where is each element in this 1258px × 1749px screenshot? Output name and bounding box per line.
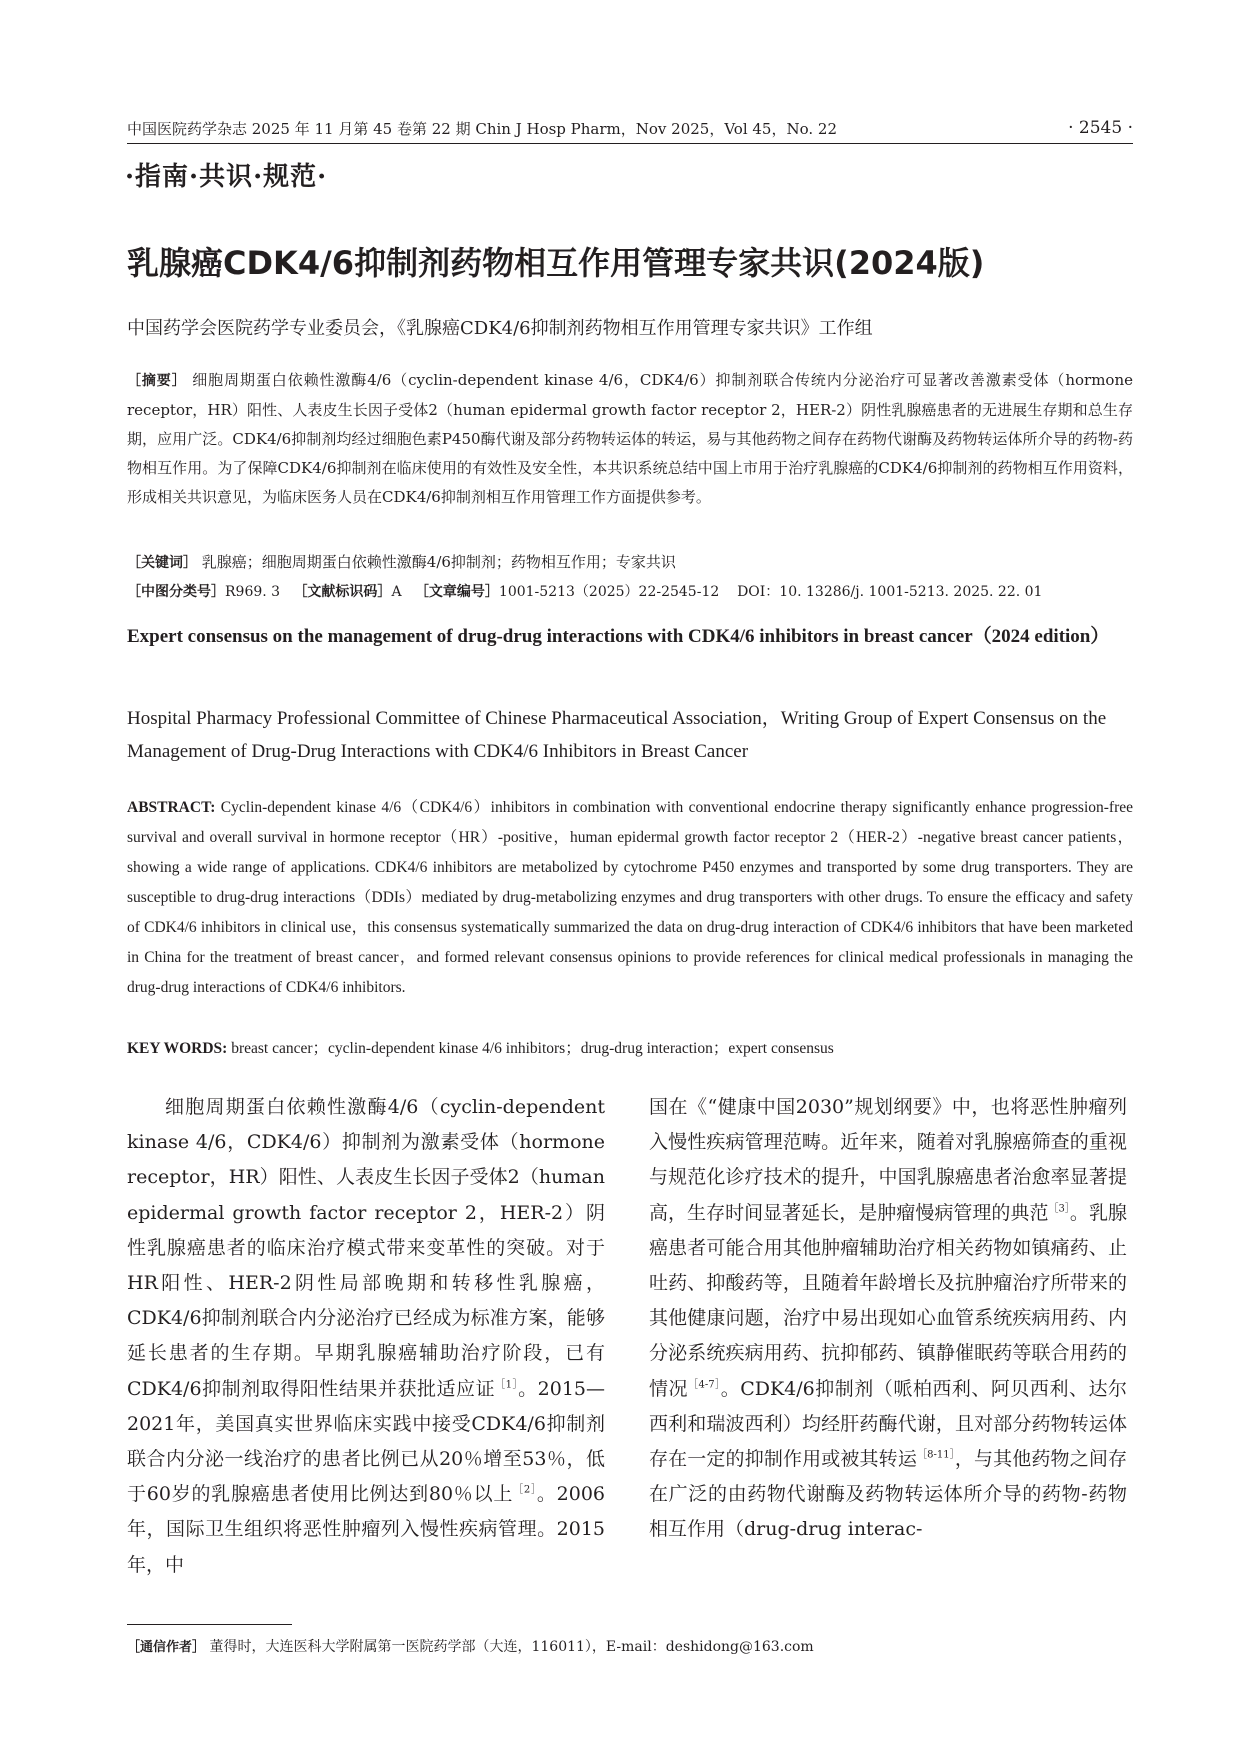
footnote-label: ［通信作者］ <box>127 1640 206 1655</box>
body-text: 。2006年，国际卫生组织将恶性肿瘤列入慢性疾病管理。2015年，中 <box>127 1483 605 1576</box>
doi: DOI：10. 13286/j. 1001-5213. 2025. 22. 01 <box>737 584 1043 600</box>
chinese-abstract <box>127 366 1133 512</box>
body-text: 细胞周期蛋白依赖性激酶4/6（cyclin-dependent kinase 4/6，CDK4/6）抑制剂为激素受体（hormone receptor，HR）阳性、人表皮生长因子受体2（human epidermal growth factor receptor 2，HER-2）阴性乳腺癌患者的临床治疗模式带来变革性的突破。对于HR阳性、HER-2阴性局部晚期和转移性乳腺癌，CDK4/6抑制剂联合内分泌治疗已经成为标准方案，能够延长患者的生存期。早期乳腺癌辅助治疗阶段，已有CDK4/6抑制剂取得阳性结果并获批适应证 <box>127 1096 605 1400</box>
english-title: Expert consensus on the management of drug-drug interactions with CDK4/6 inhibitors in breast cancer（2024 edition） <box>127 626 1110 647</box>
clc-value: R969. 3 <box>225 584 281 600</box>
article-number-value: 1001-5213（2025）22-2545-12 <box>498 584 720 600</box>
citation[interactable]: ［2］ <box>513 1484 537 1496</box>
doc-code-label: ［文献标识码］ <box>293 584 392 600</box>
body-text: 。2015—2021年，美国真实世界临床实践中接受CDK4/6抑制剂联合内分泌一线治疗的患者比例已从20％增至53％，低于60岁的乳腺癌患者使用比例达到80％以上 <box>127 1377 605 1506</box>
classification-line <box>127 578 1133 607</box>
body-paragraph <box>127 1090 605 1583</box>
article-number-label: ［文章编号］ <box>414 584 499 600</box>
page-number: · 2545 · <box>1068 118 1133 138</box>
body-text: 。乳腺癌患者可能合用其他肿瘤辅助治疗相关药物如镇痛药、止吐药、抑酸药等，且随着年龄增长及抗肿瘤治疗所带来的其他健康问题，治疗中易出现如心血管系统疾病用药、内分泌系统疾病用药、抗抑郁药、镇静催眠药等联合用药的情况 <box>649 1201 1127 1400</box>
keywords-text: 乳腺癌；细胞周期蛋白依赖性激酶4/6抑制剂；药物相互作用；专家共识 <box>201 553 676 571</box>
english-abstract <box>127 793 1133 1003</box>
footnote-text[interactable]: 董得时，大连医科大学附属第一医院药学部（大连，116011），E-mail：deshidong@163.com <box>209 1639 814 1655</box>
citation[interactable]: ［1］ <box>495 1379 519 1391</box>
body-column-left <box>127 1090 605 1583</box>
english-keywords-label: KEY WORDS: <box>127 1040 228 1057</box>
section-tag: ·指南·共识·规范· <box>125 162 328 192</box>
body-paragraph <box>649 1090 1127 1548</box>
body-text: ，与其他药物之间存在广泛的由药物代谢酶及药物转运体所介导的药物-药物相互作用（drug-drug interac- <box>649 1448 1127 1541</box>
doc-code-value: A <box>391 584 402 600</box>
english-authors: Hospital Pharmacy Professional Committee of Chinese Pharmaceutical Association，Writing Group of Expert Consensus on the Management of Drug-Drug Interactions with CDK4/6 Inhibitors in Breast Cancer <box>127 708 1107 762</box>
running-header <box>127 116 1133 140</box>
body-text: 国在《“健康中国2030”规划纲要》中，也将恶性肿瘤列入慢性疾病管理范畴。近年来，随着对乳腺癌筛查的重视与规范化诊疗技术的提升，中国乳腺癌患者治愈率显著提高，生存时间显著延长，是肿瘤慢病管理的典范 <box>649 1096 1127 1224</box>
clc-label: ［中图分类号］ <box>127 584 225 600</box>
corresponding-author-footnote <box>127 1636 814 1656</box>
paper-title: 乳腺癌CDK4/6抑制剂药物相互作用管理专家共识(2024版) <box>127 244 985 282</box>
english-abstract-text: Cyclin-dependent kinase 4/6（CDK4/6）inhibitors in combination with conventional endocrine therapy significantly enhance progression-free survival and overall survival in hormone receptor（HR）-positive，human epidermal growth factor receptor 2（HER-2）-negative breast cancer patients，showing a wide range of applications. CDK4/6 inhibitors are metabolized by cytochrome P450 enzymes and transported by some drug transporters. They are susceptible to drug-drug interactions（DDIs）mediated by drug-metabolizing enzymes and drug transporters with other drugs. To ensure the efficacy and safety of CDK4/6 inhibitors in clinical use，this consensus systematically summarized the data on drug-drug interaction of CDK4/6 inhibitors that have been marketed in China for the treatment of breast cancer，and formed relevant consensus opinions to provide references for clinical medical professionals in managing the drug-drug interactions of CDK4/6 inhibitors. <box>127 799 1133 996</box>
abstract-text: 细胞周期蛋白依赖性激酶4/6（cyclin-dependent kinase 4/6，CDK4/6）抑制剂联合传统内分泌治疗可显著改善激素受体（hormone receptor，HR）阳性、人表皮生长因子受体2（human epidermal growth factor receptor 2，HER-2）阴性乳腺癌患者的无进展生存期和总生存期，应用广泛。CDK4/6抑制剂均经过细胞色素P450酶代谢及部分药物转运体的转运，易与其他药物之间存在药物代谢酶及药物转运体所介导的药物-药物相互作用。为了保障CDK4/6抑制剂在临床使用的有效性及安全性，本共识系统总结中国上市用于治疗乳腺癌的CDK4/6抑制剂的药物相互作用资料，形成相关共识意见，为临床医务人员在CDK4/6抑制剂相互作用管理工作方面提供参考。 <box>127 371 1133 506</box>
english-keywords <box>127 1036 1133 1058</box>
keywords-label: ［关键词］ <box>127 555 197 571</box>
citation[interactable]: ［3］ <box>1048 1203 1070 1215</box>
author-list: 中国药学会医院药学专业委员会，《乳腺癌CDK4/6抑制剂药物相互作用管理专家共识》工作组 <box>127 318 873 339</box>
header-rule <box>127 143 1133 144</box>
abstract-label: ［摘要］ <box>127 373 187 389</box>
citation[interactable]: ［4-7］ <box>688 1379 721 1391</box>
chinese-keywords <box>127 548 1133 578</box>
english-keywords-text: breast cancer；cyclin-dependent kinase 4/6 inhibitors；drug-drug interaction；expert consensus <box>231 1040 834 1057</box>
english-abstract-label: ABSTRACT: <box>127 799 216 816</box>
citation[interactable]: ［8-11］ <box>916 1449 955 1461</box>
body-column-right <box>649 1090 1127 1548</box>
body-text: 。CDK4/6抑制剂（哌柏西利、阿贝西利、达尔西利和瑞波西利）均经肝药酶代谢，且对部分药物转运体存在一定的抑制作用或被其转运 <box>649 1377 1127 1471</box>
journal-citation: 中国医院药学杂志 2025 年 11 月第 45 卷第 22 期 Chin J Hosp Pharm，Nov 2025，Vol 45，No. 22 <box>127 120 837 138</box>
footnote-rule <box>127 1624 292 1625</box>
